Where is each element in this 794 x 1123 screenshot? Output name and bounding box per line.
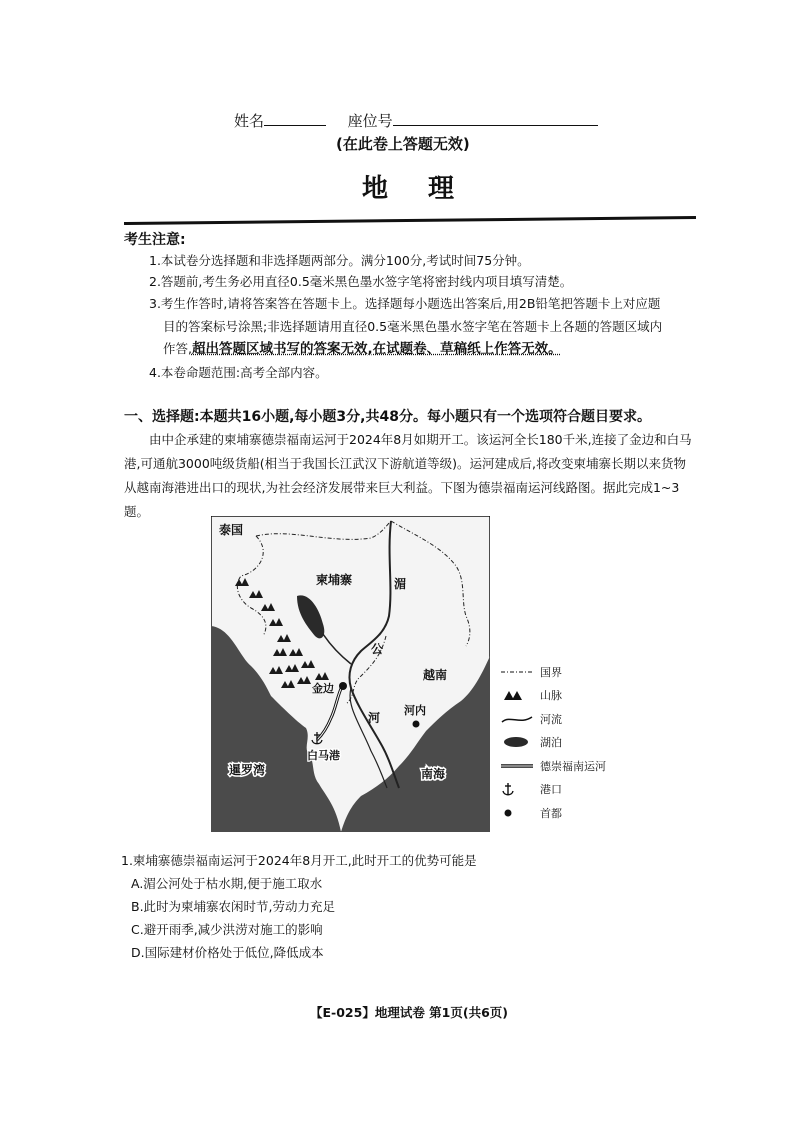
attention-item-3: 3.考生作答时,请将答案答在答题卡上。选择题每小题选出答案后,用2B铅笔把答题卡上对应题 [149,296,661,311]
name-blank[interactable] [264,111,326,126]
question-1-option-c[interactable]: C.避开雨季,减少洪涝对施工的影响 [131,922,323,937]
seat-blank[interactable] [393,111,598,126]
legend-mountain-label: 山脉 [540,689,562,703]
name-seat-line [234,110,598,131]
attention-item-3-tail: 作答, [163,341,192,356]
legend-border [500,660,606,684]
legend-river [500,707,606,731]
legend-capital [500,801,606,825]
anchor-icon [500,782,534,796]
capital-dot-icon [500,807,534,819]
attention-emphasis: 超出答题区域书写的答案无效,在试题卷、草稿纸上作答无效。 [191,341,562,357]
label-cambodia: 柬埔寨 [316,573,353,587]
answer-notice: (在此卷上答题无效) [336,135,470,153]
attention-heading: 考生注意: [124,232,186,248]
question-1-option-a[interactable]: A.湄公河处于枯水期,便于施工取水 [131,876,323,891]
legend-port [500,778,606,802]
legend-lake [500,731,606,755]
attention-item-3-end [163,338,708,360]
label-hanoi: 河内 [404,704,426,717]
page-title: 地理 [362,174,495,204]
label-south-sea: 南海 [421,767,446,781]
map-legend [500,660,606,825]
legend-canal-label: 德崇福南运河 [540,759,606,773]
label-mekong-1: 湄 [394,577,407,591]
legend-lake-label: 湖泊 [540,736,562,750]
legend-port-label: 港口 [540,783,562,797]
attention-item-3-cont: 目的答案标号涂黑;非选择题请用直径0.5毫米黑色墨水签字笔在答题卡上各题的答题区域内 [163,319,663,334]
legend-canal [500,754,606,778]
phnom-penh-marker [339,682,347,690]
canal-map [211,516,490,832]
mountain-icon [500,689,534,701]
label-thailand: 泰国 [219,523,244,537]
question-1-option-d[interactable]: D.国际建材价格处于低位,降低成本 [131,945,324,960]
label-vietnam: 越南 [423,668,448,682]
hanoi-marker [413,721,420,728]
legend-river-label: 河流 [540,712,562,726]
border-line-icon [500,667,534,677]
label-gulf: 暹罗湾 [229,763,266,777]
question-1-option-b[interactable]: B.此时为柬埔寨农闲时节,劳动力充足 [131,899,336,914]
legend-border-label: 国界 [540,665,562,679]
question-1-stem: 1.柬埔寨德崇福南运河于2024年8月开工,此时开工的优势可能是 [121,853,477,868]
lake-icon [500,736,534,748]
legend-mountain [500,684,606,708]
seat-label: 座位号 [347,112,393,130]
attention-item-2: 2.答题前,考生务必用直径0.5毫米黑色墨水签字笔将密封线内项目填写清楚。 [149,274,573,289]
section-heading: 一、选择题:本题共16小题,每小题3分,共48分。每小题只有一个选项符合题目要求。 [124,409,651,425]
attention-item-4: 4.本卷命题范围:高考全部内容。 [149,365,328,380]
page-footer: 【E-025】地理试卷 第1页(共6页) [310,1005,508,1020]
legend-capital-label: 首都 [540,806,562,820]
label-phnom-penh: 金边 [312,682,334,695]
label-mekong-3: 河 [368,711,381,725]
label-mekong-2: 公 [371,642,384,656]
label-port: 白马港 [307,749,340,762]
name-label: 姓名 [234,112,265,130]
section-intro: 由中企承建的柬埔寨德崇福南运河于2024年8月如期开工。该运河全长180千米,连接了金边和白马港,可通航3000吨级货船(相当于我国长江武汉下游航道等级)。运河建成后,将改变柬埔寨长期以来货物从越南海港进出口的现状,为社会经济发展带来巨大利益。下图为德崇福南运河线路图。据此完成1~3题。 [124,432,692,519]
attention-item-1: 1.本试卷分选择题和非选择题两部分。满分100分,考试时间75分钟。 [149,253,530,268]
river-icon [500,713,534,725]
header-divider [124,216,696,225]
canal-icon [500,761,534,771]
